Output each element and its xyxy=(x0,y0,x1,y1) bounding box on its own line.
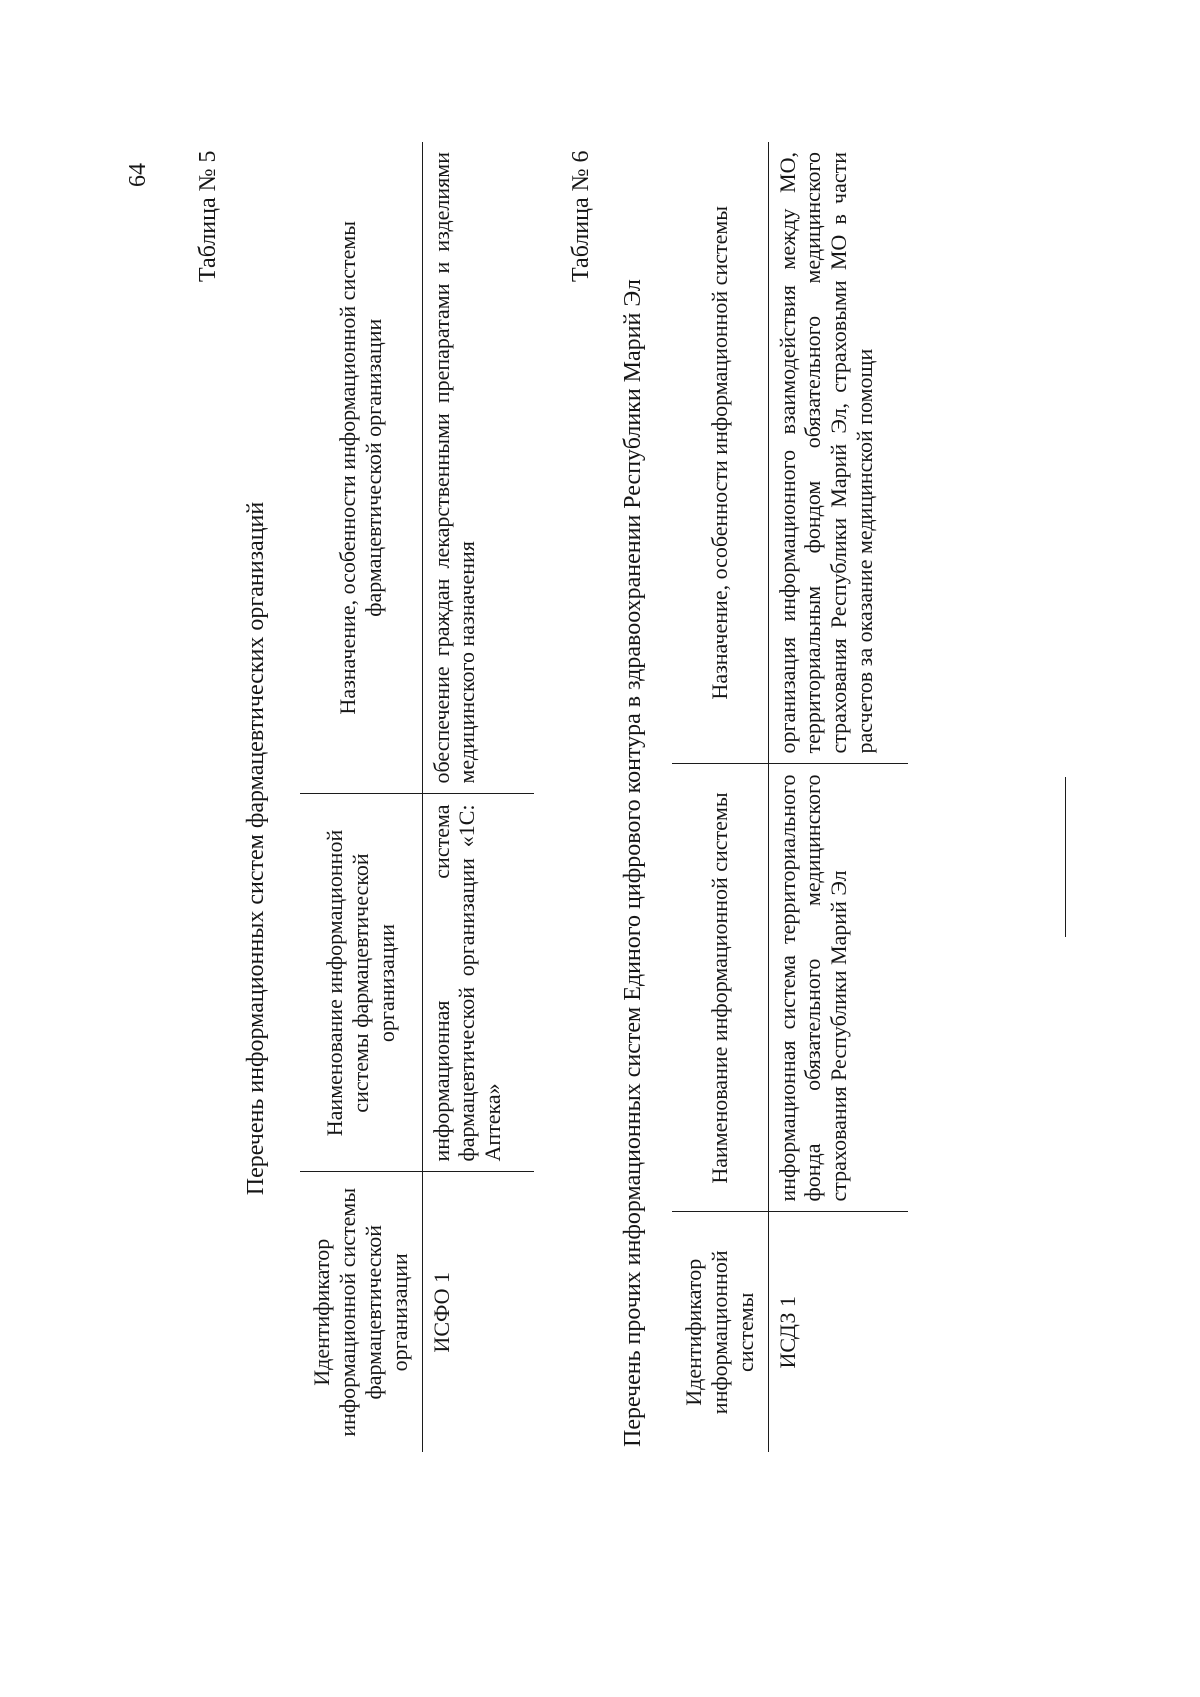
table-5-label: Таблица № 5 xyxy=(195,150,221,282)
table-5-header-id: Идентификатор информационной системы фармацевтической организации xyxy=(300,1172,422,1452)
table-5-caption: Перечень информационных систем фармацевтических организаций xyxy=(243,501,269,1196)
table-6-cell-name: информационная система территориального фонда обязательного медицинского страхования Республики Марий Эл xyxy=(768,764,908,1212)
page-number: 64 xyxy=(125,163,151,187)
table-5-cell-id: ИСФО 1 xyxy=(422,1172,534,1452)
table-5-cell-name: информационная система фармацевтической организации «1С: Аптека» xyxy=(422,794,534,1172)
table-6-label: Таблица № 6 xyxy=(568,150,594,282)
table-6-header-name: Наименование информационной системы xyxy=(672,764,768,1212)
table-6-cell-purpose: организация информационного взаимодействия между МО, территориальным фондом обязательного медицинского страхования Республики Марий Эл, страховыми МО в части расчетов за оказание медицинской помощи xyxy=(768,142,908,764)
table-6-header-purpose: Назначение, особенности информационной системы xyxy=(672,142,768,764)
end-separator-line xyxy=(1065,777,1066,937)
table-5-cell-purpose: обеспечение граждан лекарственными препаратами и изделиями медицинского назначения xyxy=(422,142,534,794)
table-row xyxy=(422,142,534,1452)
table-row xyxy=(768,142,908,1452)
table-6-caption: Перечень прочих информационных систем Единого цифрового контура в здравоохранении Республики Марий Эл xyxy=(620,279,646,1447)
table-5 xyxy=(300,142,534,1452)
table-5-header-name: Наименование информационной системы фармацевтической организации xyxy=(300,794,422,1172)
table-6-header-id: Идентификатор информационной системы xyxy=(672,1212,768,1452)
table-6-cell-id: ИСДЗ 1 xyxy=(768,1212,908,1452)
table-6 xyxy=(672,142,908,1452)
table-5-header-purpose: Назначение, особенности информационной системы фармацевтической организации xyxy=(300,142,422,794)
